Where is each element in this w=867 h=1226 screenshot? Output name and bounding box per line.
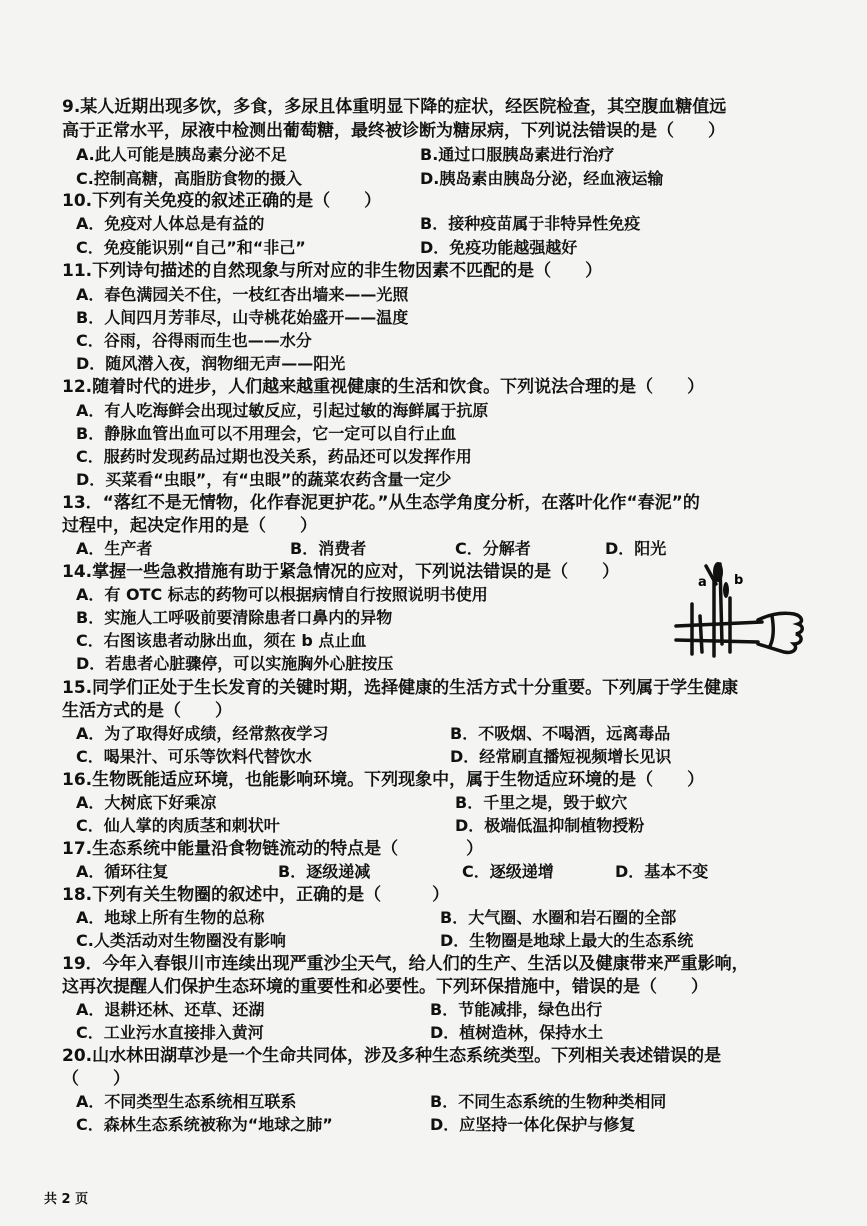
option-a: A．循环往复 xyxy=(76,862,169,881)
question-stem: 14.掌握一些急救措施有助于紧急情况的应对，下列说法错误的是（ ） xyxy=(62,562,620,582)
option-b: B．人间四月芳菲尽，山寺桃花始盛开——温度 xyxy=(76,308,409,327)
option-a: A．免疫对人体总是有益的 xyxy=(76,214,265,233)
option-d: D．随风潜入夜，润物细无声——阳光 xyxy=(76,354,346,373)
option-b: B．节能减排，绿色出行 xyxy=(430,1000,603,1019)
option-a: A．有 OTC 标志的药物可以根据病情自行按照说明书使用 xyxy=(76,585,488,604)
question-stem: 生活方式的是（ ） xyxy=(62,701,232,721)
question-stem: 高于正常水平，尿液中检测出葡萄糖，最终被诊断为糖尿病，下列说法错误的是（ ） xyxy=(62,121,725,141)
option-c: C．森林生态系统被称为“地球之肺” xyxy=(76,1115,333,1134)
option-d: D．经常刷直播短视频增长见识 xyxy=(450,747,672,766)
option-b: B．大气圈、水圈和岩石圈的全部 xyxy=(440,908,677,927)
option-d: D．免疫功能越强越好 xyxy=(420,238,578,257)
question-stem: 10.下列有关免疫的叙述正确的是（ ） xyxy=(62,191,382,211)
option-a: A．大树底下好乘凉 xyxy=(76,793,217,812)
option-b: B．逐级递减 xyxy=(278,862,371,881)
option-c: C．谷雨，谷得雨而生也——水分 xyxy=(76,331,312,350)
option-d: D．买菜看“虫眼”，有“虫眼”的蔬菜农药含量一定少 xyxy=(76,470,452,489)
option-a: A．生产者 xyxy=(76,539,153,558)
option-d: D．生物圈是地球上最大的生态系统 xyxy=(440,931,694,950)
option-d: D.胰岛素由胰岛分泌，经血液运输 xyxy=(420,169,664,188)
question-stem: 18.下列有关生物圈的叙述中，正确的是（ ） xyxy=(62,885,450,905)
option-d: D．应坚持一体化保护与修复 xyxy=(430,1115,636,1134)
question-stem: 17.生态系统中能量沿食物链流动的特点是（ ） xyxy=(62,839,484,859)
option-b: B．千里之堤，毁于蚁穴 xyxy=(455,793,628,812)
question-stem: 12.随着时代的进步，人们越来越重视健康的生活和饮食。下列说法合理的是（ ） xyxy=(62,377,705,397)
option-b: B．实施人工呼吸前要清除患者口鼻内的异物 xyxy=(76,608,393,627)
question-stem: 13．“落红不是无情物，化作春泥更护花。”从生态学角度分析，在落叶化作“春泥”的 xyxy=(62,493,700,513)
question-stem: 16.生物既能适应环境，也能影响环境。下列现象中，属于生物适应环境的是（ ） xyxy=(62,770,705,790)
option-c: C.人类活动对生物圈没有影响 xyxy=(76,931,286,950)
option-c: C.控制高糖，高脂肪食物的摄入 xyxy=(76,169,302,188)
arm-drawing xyxy=(670,556,810,666)
option-a: A．为了取得好成绩，经常熬夜学习 xyxy=(76,724,329,743)
page-count: 共 2 页 xyxy=(44,1192,89,1207)
option-b: B．不同生态系统的生物种类相同 xyxy=(430,1092,667,1111)
option-d: D．若患者心脏骤停，可以实施胸外心脏按压 xyxy=(76,654,394,673)
option-a: A．有人吃海鲜会出现过敏反应，引起过敏的海鲜属于抗原 xyxy=(76,401,489,420)
option-d: D．阳光 xyxy=(605,539,667,558)
arm-bleeding-figure xyxy=(670,556,810,666)
option-a: A.此人可能是胰岛素分泌不足 xyxy=(76,145,287,164)
option-c: C．逐级递增 xyxy=(462,862,554,881)
option-c: C．仙人掌的肉质茎和刺状叶 xyxy=(76,816,280,835)
question-stem: 9.某人近期出现多饮，多食，多尿且体重明显下降的症状，经医院检查，其空腹血糖值远 xyxy=(62,97,727,117)
option-b: B．接种疫苗属于非特异性免疫 xyxy=(420,214,641,233)
option-c: C．喝果汁、可乐等饮料代替饮水 xyxy=(76,747,312,766)
option-c: C．工业污水直接排入黄河 xyxy=(76,1023,264,1042)
question-stem: （ ） xyxy=(62,1069,130,1089)
option-b: B．静脉血管出血可以不用理会，它一定可以自行止血 xyxy=(76,424,457,443)
option-b: B．不吸烟、不喝酒，远离毒品 xyxy=(450,724,671,743)
option-d: D．极端低温抑制植物授粉 xyxy=(455,816,645,835)
option-a: A．不同类型生态系统相互联系 xyxy=(76,1092,297,1111)
option-c: C．右图该患者动脉出血，须在 b 点止血 xyxy=(76,631,367,650)
option-c: C．免疫能识别“自己”和“非己” xyxy=(76,238,306,257)
label-b: b xyxy=(734,573,744,588)
option-b: B.通过口服胰岛素进行治疗 xyxy=(420,145,615,164)
option-b: B．消费者 xyxy=(290,539,367,558)
option-c: C．分解者 xyxy=(455,539,531,558)
question-stem: 19．今年入春银川市连续出现严重沙尘天气，给人们的生产、生活以及健康带来严重影响， xyxy=(62,954,749,974)
question-stem: 15.同学们正处于生长发育的关键时期，选择健康的生活方式十分重要。下列属于学生健康 xyxy=(62,678,739,698)
option-c: C．服药时发现药品过期也没关系，药品还可以发挥作用 xyxy=(76,447,472,466)
question-stem: 过程中，起决定作用的是（ ） xyxy=(62,516,317,536)
question-stem: 20.山水林田湖草沙是一个生命共同体，涉及多种生态系统类型。下列相关表述错误的是 xyxy=(62,1046,722,1066)
option-d: D．基本不变 xyxy=(615,862,709,881)
option-d: D．植树造林，保持水土 xyxy=(430,1023,604,1042)
question-stem: 11.下列诗句描述的自然现象与所对应的非生物因素不匹配的是（ ） xyxy=(62,261,603,281)
label-a: a xyxy=(698,575,707,590)
option-a: A．地球上所有生物的总称 xyxy=(76,908,265,927)
question-stem: 这再次提醒人们保护生态环境的重要性和必要性。下列环保措施中，错误的是（ ） xyxy=(62,977,708,997)
option-a: A．退耕还林、还草、还湖 xyxy=(76,1000,265,1019)
option-a: A．春色满园关不住，一枝红杏出墙来——光照 xyxy=(76,285,409,304)
